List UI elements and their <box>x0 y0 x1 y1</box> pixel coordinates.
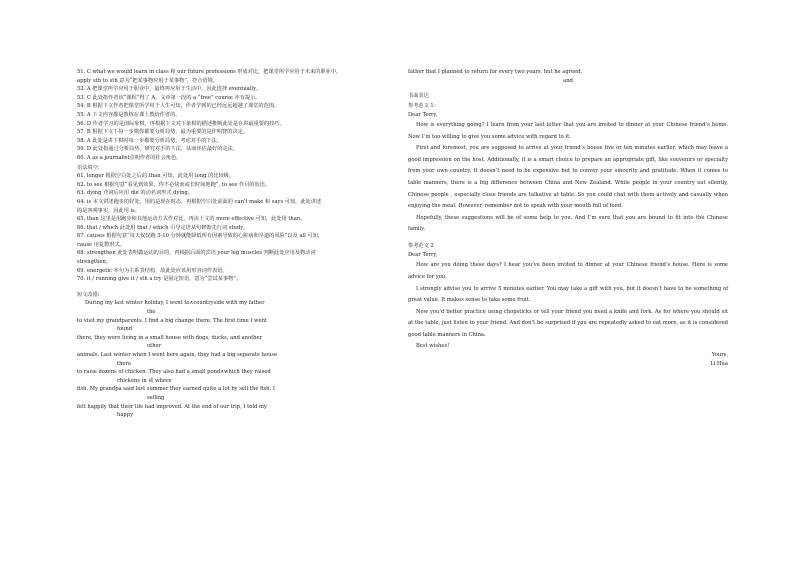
correction-mark: there <box>117 360 132 367</box>
writing-heading: 书面表达 <box>408 93 429 100</box>
grammar-line: 64. is 本文讲述跑步的好处，用的是现在时态，再根据空白处前面的 can't make 和 says 可知，此处讲述 <box>77 198 322 205</box>
letter-signature: Li Hua <box>710 360 728 367</box>
grammar-line: 66. that / which 此处用 that / which 引导定语从句修饰先行词 study。 <box>77 224 249 231</box>
grammar-explanations <box>77 172 323 284</box>
answer-line: apply sth to sth 意为“把某事物应用于某事物”，符合语境。 <box>77 77 218 84</box>
answer-explanations <box>77 68 342 163</box>
sample-1-paragraph-1: How is everything going? I learn from your last letter that you are invited to dinner at your Chinese friend’s home. Now I’m too willing to give you some advice with regard to it. <box>408 122 728 140</box>
grammar-line: strengthen。 <box>77 259 111 266</box>
correction-heading: 短文改错: <box>77 291 100 298</box>
correction-mark: selling <box>147 394 165 401</box>
sample-2-paragraph-2: I strongly advise you to arrive 5 minutes earlier. You may take a gift with you, but it doesn’t have to be something of great value. It makes sense to take some fruit. <box>408 285 728 304</box>
answer-line: 59. D 此处指通过分析局势，研究对手的下法，从而评估最好的走法。 <box>77 146 238 153</box>
sample-2-wishes: Best wishes! <box>416 342 450 349</box>
answer-line: 52. A 把课堂所学应用于职业中，最终再应用于生活中，因此选择 eventually。 <box>77 86 262 93</box>
answer-line: 56. D 作者学习的是国际象棋，再根据下文对下象棋的描述推断此处是在讲最重要的技巧。 <box>77 120 285 127</box>
grammar-line: 63. dying 介词后应用 die 的动名词形式 dying。 <box>77 190 193 197</box>
sample-1-paragraph-3: Hopefully, these suggestions will be of some help to you. And I’m sure that you are bound to fit into the Chinese family. <box>408 214 728 233</box>
section-gap <box>77 284 307 290</box>
correction-text-line: to visit my grandparents. I find a big change there. The first time I went <box>77 317 267 324</box>
grammar-line: cause 用复数形式。 <box>77 241 125 248</box>
sample-2-title: 参考范文 2 <box>408 242 434 249</box>
answer-line: 58. A 此处是讲下棋时每一步都要分析局势，考虑对手的下法。 <box>77 137 222 144</box>
answer-line: 57. B 根据下文下每一步棋你都要分析局势，最为重要的是作明智的决定。 <box>77 129 248 136</box>
correction-text-line: to raise dozens of chicken. They also had a small pond∧which they raised <box>77 369 271 376</box>
sample-2-paragraph-3: Now you’d better practice using chopsticks or tell your friend you need a knife and fork. As for where you should sit at the table, just listen to your friend. And don’t be surprised if you are repeatedly asked to eat more, as it is considered good table manners in China. <box>408 308 728 338</box>
grammar-line: 68. strengthen 此处表明做运动的目的，再根据后面的宾语 your leg muscles 判断此处应用及物动词 <box>77 250 316 257</box>
grammar-line: 的是客观事实，因此用 is。 <box>77 207 141 214</box>
sample-2-salutation: Dear Terry, <box>408 252 438 259</box>
sample-2-paragraph-1: How are you doing these days? I hear you’ve been invited to dinner at your Chinese friend’s house. Here is some advice for you. <box>408 262 728 280</box>
left-column <box>77 68 342 420</box>
correction-continued-line: father that I planned to return for every two years, but he agreed. <box>408 69 583 75</box>
correction-mark: chickens in 或 where <box>117 377 172 384</box>
grammar-heading: 语法填空: <box>77 164 100 171</box>
grammar-line: 69. energetic 本句为主系表结构，故此处应该用形容词作表语。 <box>77 267 228 274</box>
grammar-line: 67. causes 根据句意“每天仅仅跑 5-10 分钟就能降低所有因素导致的心脏病和早逝的风险”以及 all 可知， <box>77 233 323 240</box>
answer-line: 60. A as a journalist点明作者的社会角色。 <box>77 154 182 161</box>
answer-line: 55. A 下文内容都是教练在课上教给作者的。 <box>77 111 181 118</box>
correction-text-line: there, they were living in a small house with dogs, ducks, and another <box>77 334 263 341</box>
correction-text-line: During my last winter holiday, I went to∧countryside with my father <box>85 300 265 307</box>
correction-mark: the <box>147 309 156 316</box>
grammar-line: 61. longer 根据空白处之后的 than 可知，此处用 long 的比较级。 <box>77 173 235 180</box>
grammar-line: 65. than 这里是用跑步和其他运动方式作对比，再由上文的 more effective 可知，此处用 than。 <box>77 216 306 223</box>
sample-1-paragraph-2: First and foremost, you are supposed to arrive at your friend’s house five or ten minutes earlier, which may leave a good impression on the host. Additionally, it is a smart choice to prepare an appropriate gift, like souvenirs or specialty from your own country. It doesn’t need to be expensive but to convey your sincerity and gratitude. When it comes to table manners, there is a big difference between China and New Zealand. While people in your country eat silently, Chinese people , especially close friends are talkative at table. So you could chat with them actively and casually when enjoying the meal. However, remember not to speak with your mouth full of food. <box>408 145 728 210</box>
correction-text-line: felt happily that their life had improved. At the end of our trip, I told my <box>77 403 267 410</box>
grammar-line: 62. to see 根据句意“看见到效果，你不必快而或长时间地跑”, to see 作目的状语。 <box>77 181 271 188</box>
correction-mark: happy <box>117 412 134 419</box>
letter-closing: Yours, <box>711 351 728 358</box>
correction-mark: found <box>117 326 133 333</box>
answer-line: 54. B 根据下文作者把课堂所学用于人生可知，作者学到的已经远远超越了课堂的范围。 <box>77 103 280 110</box>
answer-line: 53. C 此处指作者该“课程”得了 A。文章第一段的 a “free” course 亦有提示。 <box>77 94 261 101</box>
sample-1-title: 参考范文 1： <box>408 102 439 109</box>
correction-text-line: fish. My grandpa said last summer they earned quite a lot by sell the fish. I <box>77 386 275 393</box>
right-column <box>408 68 728 369</box>
grammar-line: 70. it / running give it / sth a try 是固定短语，意为“尝试某事物”。 <box>77 276 242 283</box>
correction-text-line: animals. Last winter when I went here again, they had a big separate house <box>77 352 278 358</box>
sample-1-salutation: Dear Terry, <box>408 111 438 118</box>
correction-mark: and <box>563 78 573 85</box>
correction-passage <box>77 299 307 419</box>
correction-mark: other <box>147 343 162 350</box>
answer-line: 51. C what we would learn in class 和 our future professions 形成对比，把课堂所学应用于未来的职业中。 <box>77 69 342 75</box>
